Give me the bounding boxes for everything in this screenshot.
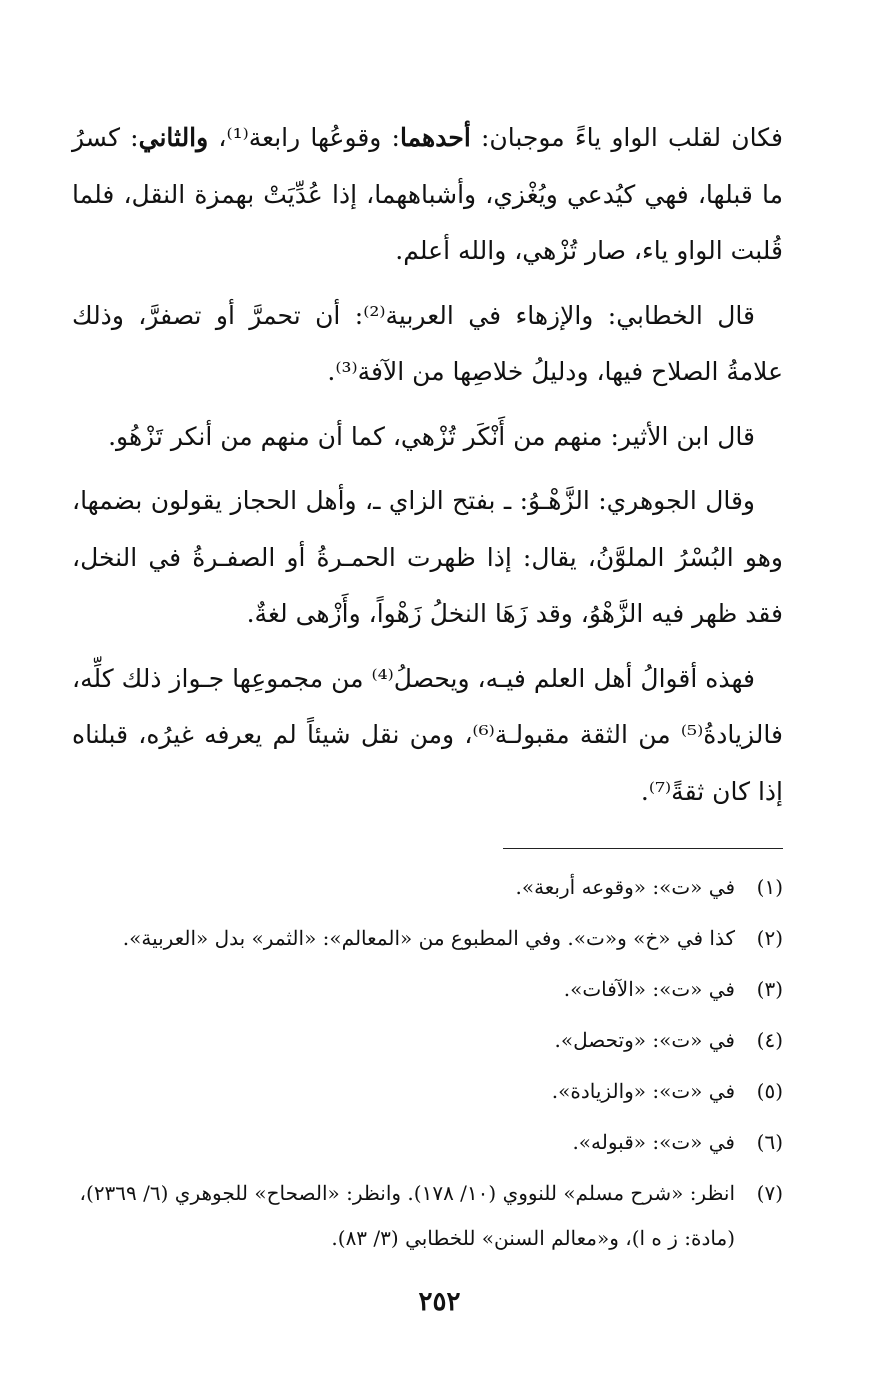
- footnote-text: انظر: «شرح مسلم» للنووي (١٠/ ١٧٨). وانظر: «الصحاح» للجوهري (٦/ ٢٣٦٩)، (مادة: ز ه ا)، و«معالم السنن» للخطابي (٣/ ٨٣).: [79, 1181, 735, 1250]
- paragraph: [72, 651, 783, 821]
- footnote-number: (٧): [756, 1181, 783, 1205]
- footnote-number: (٣): [756, 977, 783, 1001]
- footnote-item: [60, 964, 783, 1015]
- footnote-number: (٢): [756, 926, 783, 950]
- text-segment: قال الخطابي: والإزهاء في العربية⁽²⁾: أن تحمرَّ أو تصفرَّ، وذلك علامةُ الصلاح فيها، ودليلُ خلاصِها من الآفة⁽³⁾.: [72, 300, 783, 386]
- footnote-text: كذا في «خ» و«ت». وفي المطبوع من «المعالم»: «الثمر» بدل «العربية».: [122, 926, 735, 950]
- footnote-text: في «ت»: «الآفات».: [563, 977, 735, 1001]
- footnote-divider: [503, 848, 783, 849]
- text-segment: فكان لقلب الواو ياءً موجبان:: [470, 123, 783, 152]
- footnote-item: [60, 1066, 783, 1117]
- bold-term: والثاني: [138, 123, 209, 152]
- text-segment: : كسرُ ما قبلها، فهي كيُدعي ويُغْزي، وأشباههما، إذا عُدِّيَتْ بهمزة النقل، فلما قُلبت الواو ياء، صار تُزْهي، والله أعلم.: [72, 123, 783, 265]
- paragraph: [72, 409, 783, 466]
- footnote-item: [60, 1015, 783, 1066]
- footnote-item: [60, 1117, 783, 1168]
- footnote-text: في «ت»: «قبوله».: [572, 1130, 735, 1154]
- page-number: ٢٥٢: [418, 1287, 461, 1317]
- text-segment: وقال الجوهري: الزَّهْـوُ: ـ بفتح الزاي ـ، وأهل الحجاز يقولون بضمها، وهو البُسْرُ الملوَّنُ، يقال: إذا ظهرت الحمـرةُ أو الصفـرةُ في النخل، فقد ظهر فيه الزَّهْوُ، وقد زَهَا النخلُ زَهْواً، وأَزْهى لغةٌ.: [72, 486, 783, 628]
- footnote-item: [60, 1168, 783, 1261]
- footnote-item: [60, 913, 783, 964]
- text-segment: : وقوعُها رابعة⁽¹⁾،: [208, 123, 400, 152]
- paragraph: [72, 473, 783, 643]
- paragraph: [72, 288, 783, 401]
- footnote-text: في «ت»: «وتحصل».: [554, 1028, 735, 1052]
- footnote-text: في «ت»: «وقوعه أربعة».: [515, 875, 735, 899]
- bold-term: أحدهما: [399, 123, 471, 152]
- footnote-number: (١): [756, 875, 783, 899]
- footnote-item: [60, 862, 783, 913]
- footnote-number: (٥): [756, 1079, 783, 1103]
- paragraph: [72, 110, 783, 280]
- footnote-text: في «ت»: «والزيادة».: [551, 1079, 735, 1103]
- main-text: [72, 110, 783, 828]
- footnote-number: (٤): [756, 1028, 783, 1052]
- text-segment: فهذه أقوالُ أهل العلم فيـه، ويحصلُ⁽⁴⁾ من مجموعِها جـواز ذلك كلِّه، فالزيادةُ⁽⁵⁾ من الثقة مقبولـة⁽⁶⁾، ومن نقل شيئاً لم يعرفه غيرُه، قبلناه إذا كان ثقةً⁽⁷⁾.: [72, 663, 783, 806]
- footnotes: [60, 862, 783, 1261]
- text-segment: قال ابن الأثير: منهم من أَنْكَر تُزْهي، كما أن منهم من أنكر تَزْهُو.: [108, 421, 755, 451]
- footnote-number: (٦): [756, 1130, 783, 1154]
